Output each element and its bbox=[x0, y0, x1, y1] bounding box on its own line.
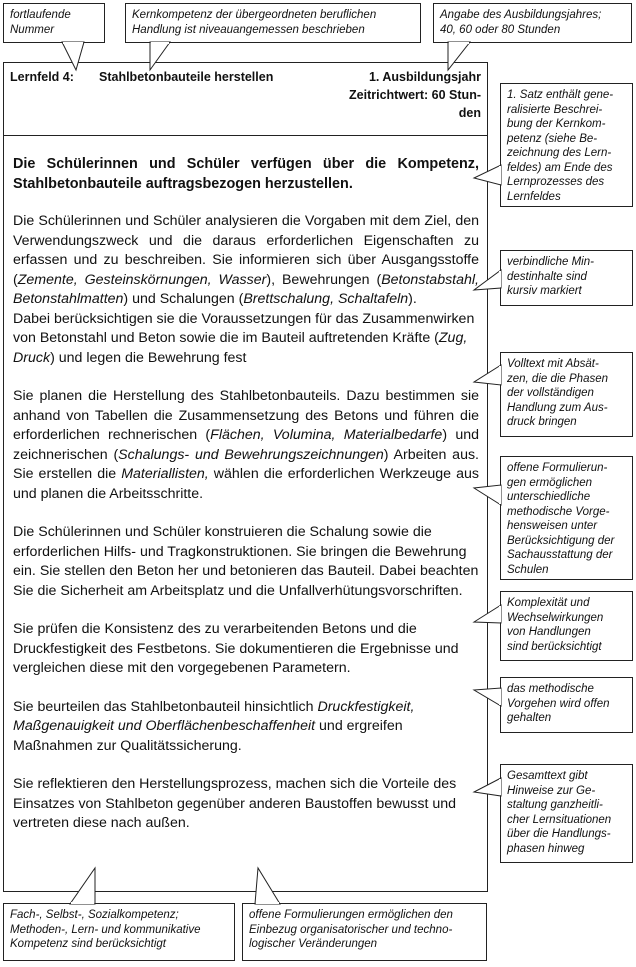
callout-line: Handlung zum Aus- bbox=[507, 401, 608, 414]
callout-line: cher Lernsituationen bbox=[507, 813, 612, 826]
callout-line: Sachausstattung der bbox=[507, 549, 613, 561]
callout-line: druck bringen bbox=[507, 416, 577, 428]
callout-line: Vorgehen wird offen bbox=[507, 697, 610, 710]
callout-line: der vollständigen bbox=[507, 387, 594, 399]
callout-line: feldes) am Ende des bbox=[507, 161, 613, 174]
binding-content: Flächen, Volumina, Materialbedarfe bbox=[210, 427, 443, 443]
callout-line: das methodische bbox=[507, 683, 594, 695]
paragraph-requirements: Dabei berücksichtigen sie die Voraussetzungen für das Zusammenwirken von Betonstahl und Beton sowie die im Bauteil auftretenden Kräfte (Zug, Druck) und legen die Bewehrung fest bbox=[13, 310, 475, 366]
callout-line: fortlaufende bbox=[10, 9, 71, 21]
field-number: Lernfeld 4: bbox=[10, 70, 74, 84]
callout-line: Gesamttext gibt bbox=[507, 770, 588, 782]
callout-line: gen ermöglichen bbox=[507, 476, 593, 489]
callout-line: Kernkompetenz der übergeordneten beruflichen bbox=[132, 9, 377, 21]
paragraph-reflection: Sie reflektieren den Herstellungsprozess, machen sich die Vorteile des Einsatzes von Stahlbeton gegenüber anderen Baustoffen bewusst und vertreten diese nach außen. bbox=[13, 776, 457, 831]
binding-content: Druckfestigkeit, Maßgenauigkeit und Oberflächenbeschaffenheit bbox=[13, 698, 415, 734]
callout-line: Wechselwirkungen bbox=[507, 611, 604, 624]
callout-line: 40, 60 oder 80 Stunden bbox=[440, 23, 561, 36]
callout-line: Handlung ist niveauangemessen beschrieben bbox=[132, 23, 365, 36]
callout-line: Angabe des Ausbildungsjahres; bbox=[440, 9, 602, 21]
callout-line: Lernprozesses des bbox=[507, 176, 605, 188]
callout-line: Nummer bbox=[10, 23, 55, 36]
callout-line: hensweisen unter bbox=[507, 520, 598, 532]
callout-line: von Handlungen bbox=[507, 626, 591, 638]
callout-line: verbindliche Min- bbox=[507, 256, 594, 268]
training-year: 1. Ausbildungsjahr bbox=[368, 70, 481, 84]
callout-line: Fach-, Selbst-, Sozialkompetenz; bbox=[10, 909, 179, 921]
time-guideline-cont: den bbox=[458, 106, 481, 120]
binding-content: Materiallisten, bbox=[121, 466, 209, 482]
time-guideline: Zeitrichtwert: 60 Stun- bbox=[349, 88, 481, 102]
callout-line: destinhalte sind bbox=[507, 270, 587, 283]
paragraph-construction: Die Schülerinnen und Schüler konstruieren die Schalung sowie die erforderlichen Hilfs- und Tragkonstruktionen. Sie bringen die Bewehrung ein. Sie stellen den Beton her und betonieren das Bauteil. Dabei beachten Sie die Sicherheit am Arbeitsplatz und die Unfallverhütungsvorschriften. bbox=[13, 524, 479, 599]
callout-line: methodische Vorge- bbox=[507, 505, 610, 518]
callout-line: Lernfeldes bbox=[507, 190, 561, 203]
core-competence-sentence: Die Schülerinnen und Schüler verfügen über die Kompetenz, Stahlbetonbauteile auftragsbezogen herzustellen. bbox=[13, 156, 479, 192]
callout-line: staltung ganzheitli- bbox=[507, 799, 603, 811]
binding-content: Schalungs- und Bewehrungszeichnungen bbox=[118, 446, 384, 463]
callout-line: phasen hinweg bbox=[507, 842, 585, 855]
binding-content: Brettschalung, Schaltafeln bbox=[243, 291, 409, 307]
callout-line: Hinweise zur Ge- bbox=[507, 784, 596, 797]
callout-line: unterschiedliche bbox=[507, 491, 591, 503]
callout-line: kursiv markiert bbox=[507, 285, 582, 297]
callout-line: Volltext mit Absät- bbox=[507, 358, 599, 370]
callout-line: offene Formulierun- bbox=[507, 462, 608, 474]
callout-line: petenz (siehe Be- bbox=[507, 132, 598, 145]
callout-line: zeichnung des Lern- bbox=[507, 147, 612, 159]
callout-line: offene Formulierungen ermöglichen den bbox=[249, 909, 453, 921]
binding-content: Betonstabstahl, Betonstahlmatten bbox=[13, 271, 479, 307]
callout-line: Schulen bbox=[507, 563, 549, 576]
callout-line: 1. Satz enthält gene- bbox=[507, 89, 614, 101]
callout-line: Einbezug organisatorischer und techno- bbox=[249, 923, 453, 936]
binding-content: Zemente, Gesteinskörnungen, Wasser bbox=[17, 271, 267, 288]
callout-line: Berücksichtigung der bbox=[507, 534, 615, 547]
callout-line: gehalten bbox=[507, 712, 552, 724]
callout-line: zen, die die Phasen bbox=[507, 372, 609, 385]
binding-content: Zug, Druck bbox=[13, 330, 468, 366]
callout-line: logischer Veränderungen bbox=[249, 938, 378, 950]
paragraph-planning: Sie planen die Herstellung des Stahlbetonbauteils. Dazu bestimmen sie anhand von Tabellen die Zusammensetzung des Betons und führen die erforderlichen rechnerischen (Flächen, Volumina, Materialbedarfe) und zeichnerischen (Schalungs- und Bewehrungszeichnungen) Arbeiten aus. Sie erstellen die Materiallisten, wählen die erforderlichen Werkzeuge aus und planen die Arbeitsschritte. bbox=[13, 388, 479, 502]
callout-line: Komplexität und bbox=[507, 597, 590, 609]
callout-line: sind berücksichtigt bbox=[507, 640, 602, 653]
paragraph-testing: Sie prüfen die Konsistenz des zu verarbeitenden Betons und die Druckfestigkeit des Festbetons. Sie dokumentieren die Ergebnisse und vergleichen diese mit den vorgegebenen Parametern. bbox=[13, 621, 459, 676]
callout-line: Methoden-, Lern- und kommunikative bbox=[10, 923, 201, 936]
callout-line: ralisierte Beschrei- bbox=[507, 103, 603, 116]
paragraph-analysis: Die Schülerinnen und Schüler analysieren die Vorgaben mit dem Ziel, den Verwendungszweck und die daraus erforderlichen Eigenschaften zu erfassen und zu beschreiben. Sie informieren sich über Ausgangsstoffe (Zemente, Gesteinskörnungen, Wasser), Bewehrungen (Betonstabstahl, Betonstahlmatten) und Schalungen (Brettschalung, Schaltafeln). bbox=[13, 213, 479, 307]
callout-line: Kompetenz sind berücksichtigt bbox=[10, 938, 166, 950]
field-title: Stahlbetonbauteile herstellen bbox=[99, 70, 274, 84]
callout-line: über die Handlungs- bbox=[507, 828, 611, 840]
callout-line: bung der Kernkom- bbox=[507, 118, 606, 130]
paragraph-assessment: Sie beurteilen das Stahlbetonbauteil hinsichtlich Druckfestigkeit, Maßgenauigkeit und Oberflächenbeschaffenheit und ergreifen Maßnahmen zur Qualitätssicherung. bbox=[13, 698, 415, 754]
